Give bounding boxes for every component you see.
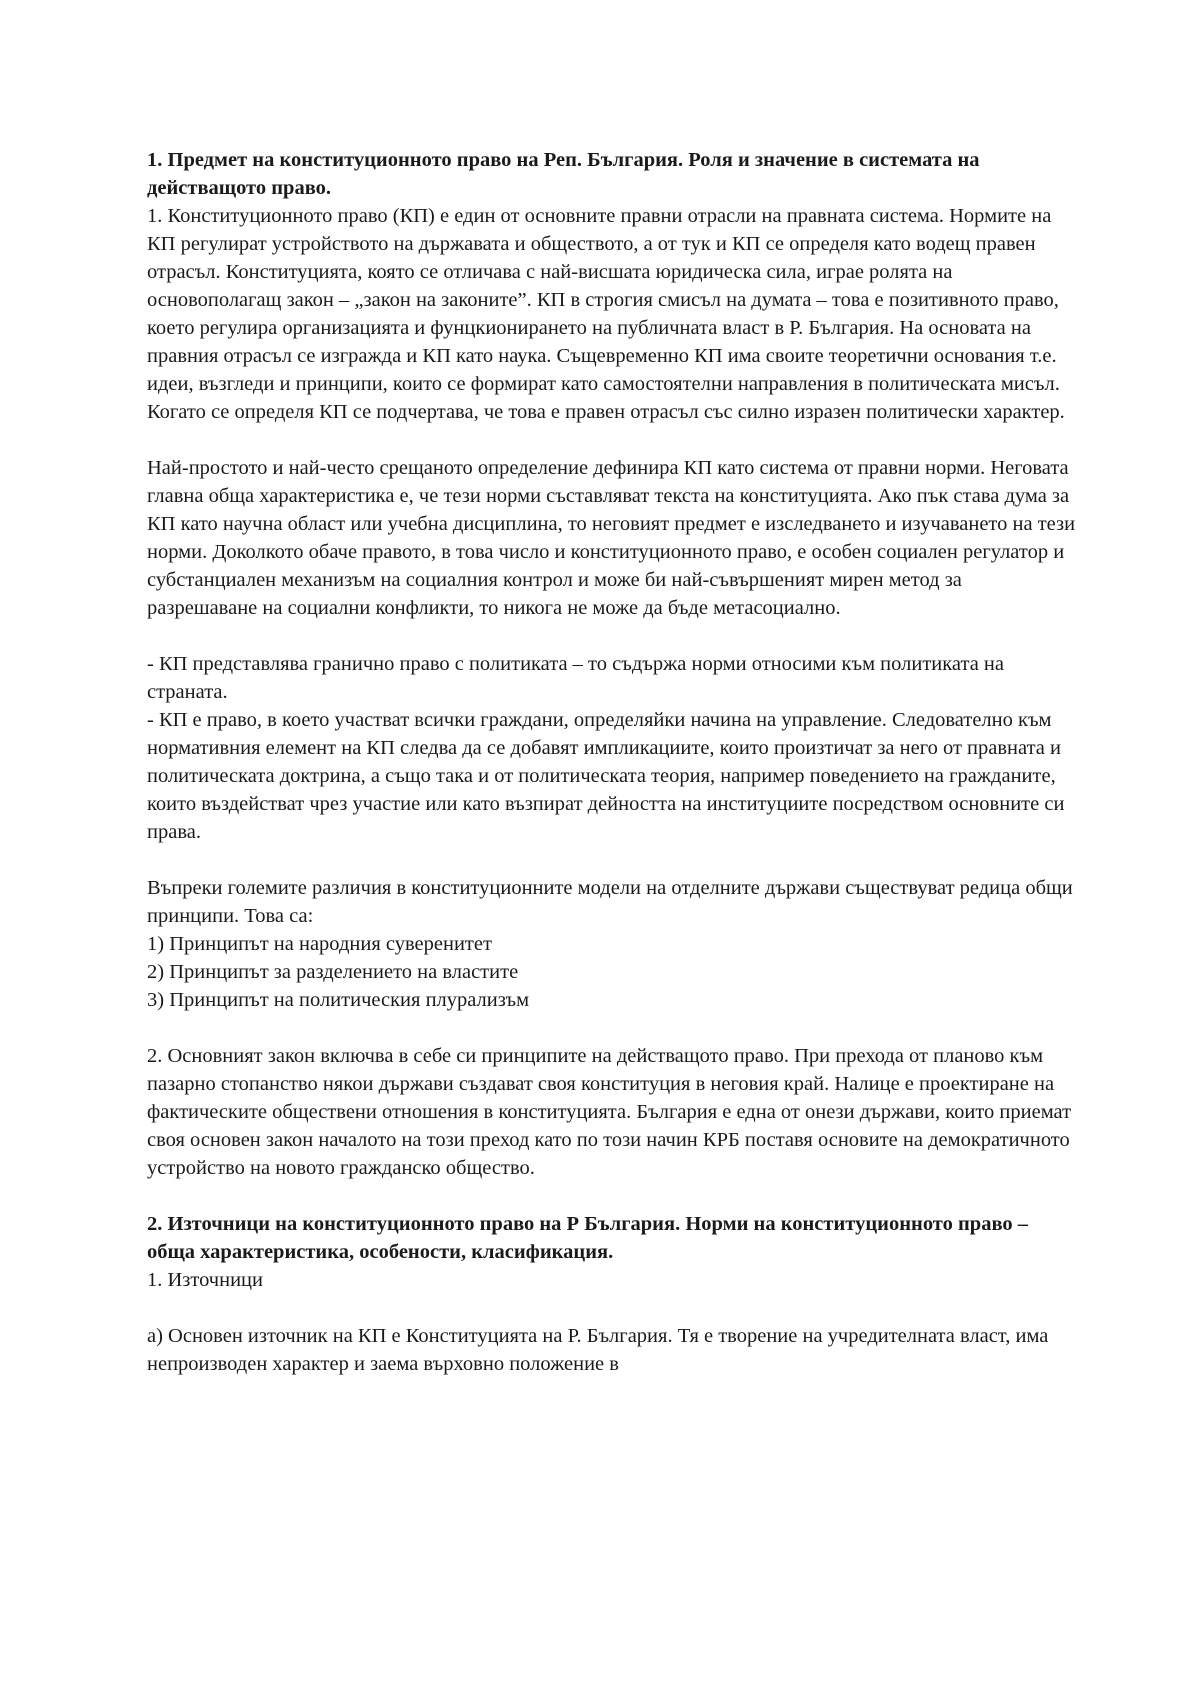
paragraph-gap xyxy=(147,1182,1077,1210)
paragraph-gap xyxy=(147,1294,1077,1322)
section-1-paragraph-4: Въпреки големите различия в конституционните модели на отделните държави съществуват редица общи принципи. Това са: 1) Принципът на народния суверенитет 2) Принципът за разделението на властите 3) Принципът на политическия плурализъм xyxy=(147,877,1073,1011)
paragraph-gap xyxy=(147,846,1077,874)
section-1-paragraph-3: - КП представлява гранично право с политиката – то съдържа норми относими към политиката на страната. - КП е право, в което участват всички граждани, определяйки начина на управление. Следователно към нормативния елемент на КП следва да се добавят импликациите, които произтичат за него от правната и политическата доктрина, а също така и от политическата теория, например поведението на гражданите, които въздействат чрез участие или като възпират дейността на институциите посредством основните си права. xyxy=(147,653,1065,843)
section-1-paragraph-1: 1. Конституционното право (КП) е един от основните правни отрасли на правната система. Нормите на КП регулират устройството на държавата и обществото, а от тук и КП се определя като водещ правен отрасъл. Конституцията, която се отличава с най-висшата юридическа сила, играе ролята на основополагащ закон – „закон на законите”. КП в строгия смисъл на думата – това е позитивното право, което регулира организацията и фунцкионирането на публичната власт в Р. България. На основата на правния отрасъл се изгражда и КП като наука. Същевременно КП има своите теоретични основания т.е. идеи, възгледи и принципи, които се формират като самостоятелни направления в политическата мисъл. Когато се определя КП се подчертава, че това е правен отрасъл със силно изразен политически характер. xyxy=(147,205,1065,423)
paragraph-gap xyxy=(147,426,1077,454)
section-2-heading: 2. Източници на конституционното право на Р България. Норми на конституционното право – обща характеристика, особености, класификация. xyxy=(147,1213,1028,1263)
section-1-heading: 1. Предмет на конституционното право на Реп. България. Роля и значение в системата на действащото право. xyxy=(147,149,980,199)
section-2-paragraph-1: 1. Източници xyxy=(147,1269,264,1291)
section-2-paragraph-2: а) Основен източник на КП е Конституцията на Р. България. Тя е творение на учредителната власт, има непроизводен характер и заема върховно положение в xyxy=(147,1325,1049,1375)
section-1-paragraph-5: 2. Основният закон включва в себе си принципите на действащото право. При прехода от планово към пазарно стопанство някои държави създават своя конституция в неговия край. Налице е проектиране на фактическите обществени отношения в конституцията. България е една от онези държави, които приемат своя основен закон началото на този преход като по този начин КРБ поставя основите на демократичното устройство на новото гражданско общество. xyxy=(147,1045,1072,1179)
paragraph-gap xyxy=(147,1014,1077,1042)
section-1-paragraph-2: Най-простото и най-често срещаното определение дефинира КП като система от правни норми. Неговата главна обща характеристика е, че тези норми съставляват текста на конституцията. Ако пък става дума за КП като научна област или учебна дисциплина, то неговият предмет е изследването и изучаването на тези норми. Доколкото обаче правото, в това число и конституционното право, е особен социален регулатор и субстанциален механизъм на социалния контрол и може би най-съвършеният мирен метод за разрешаване на социални конфликти, то никога не може да бъде метасоциално. xyxy=(147,457,1076,619)
document-page xyxy=(147,146,1077,1378)
paragraph-gap xyxy=(147,622,1077,650)
